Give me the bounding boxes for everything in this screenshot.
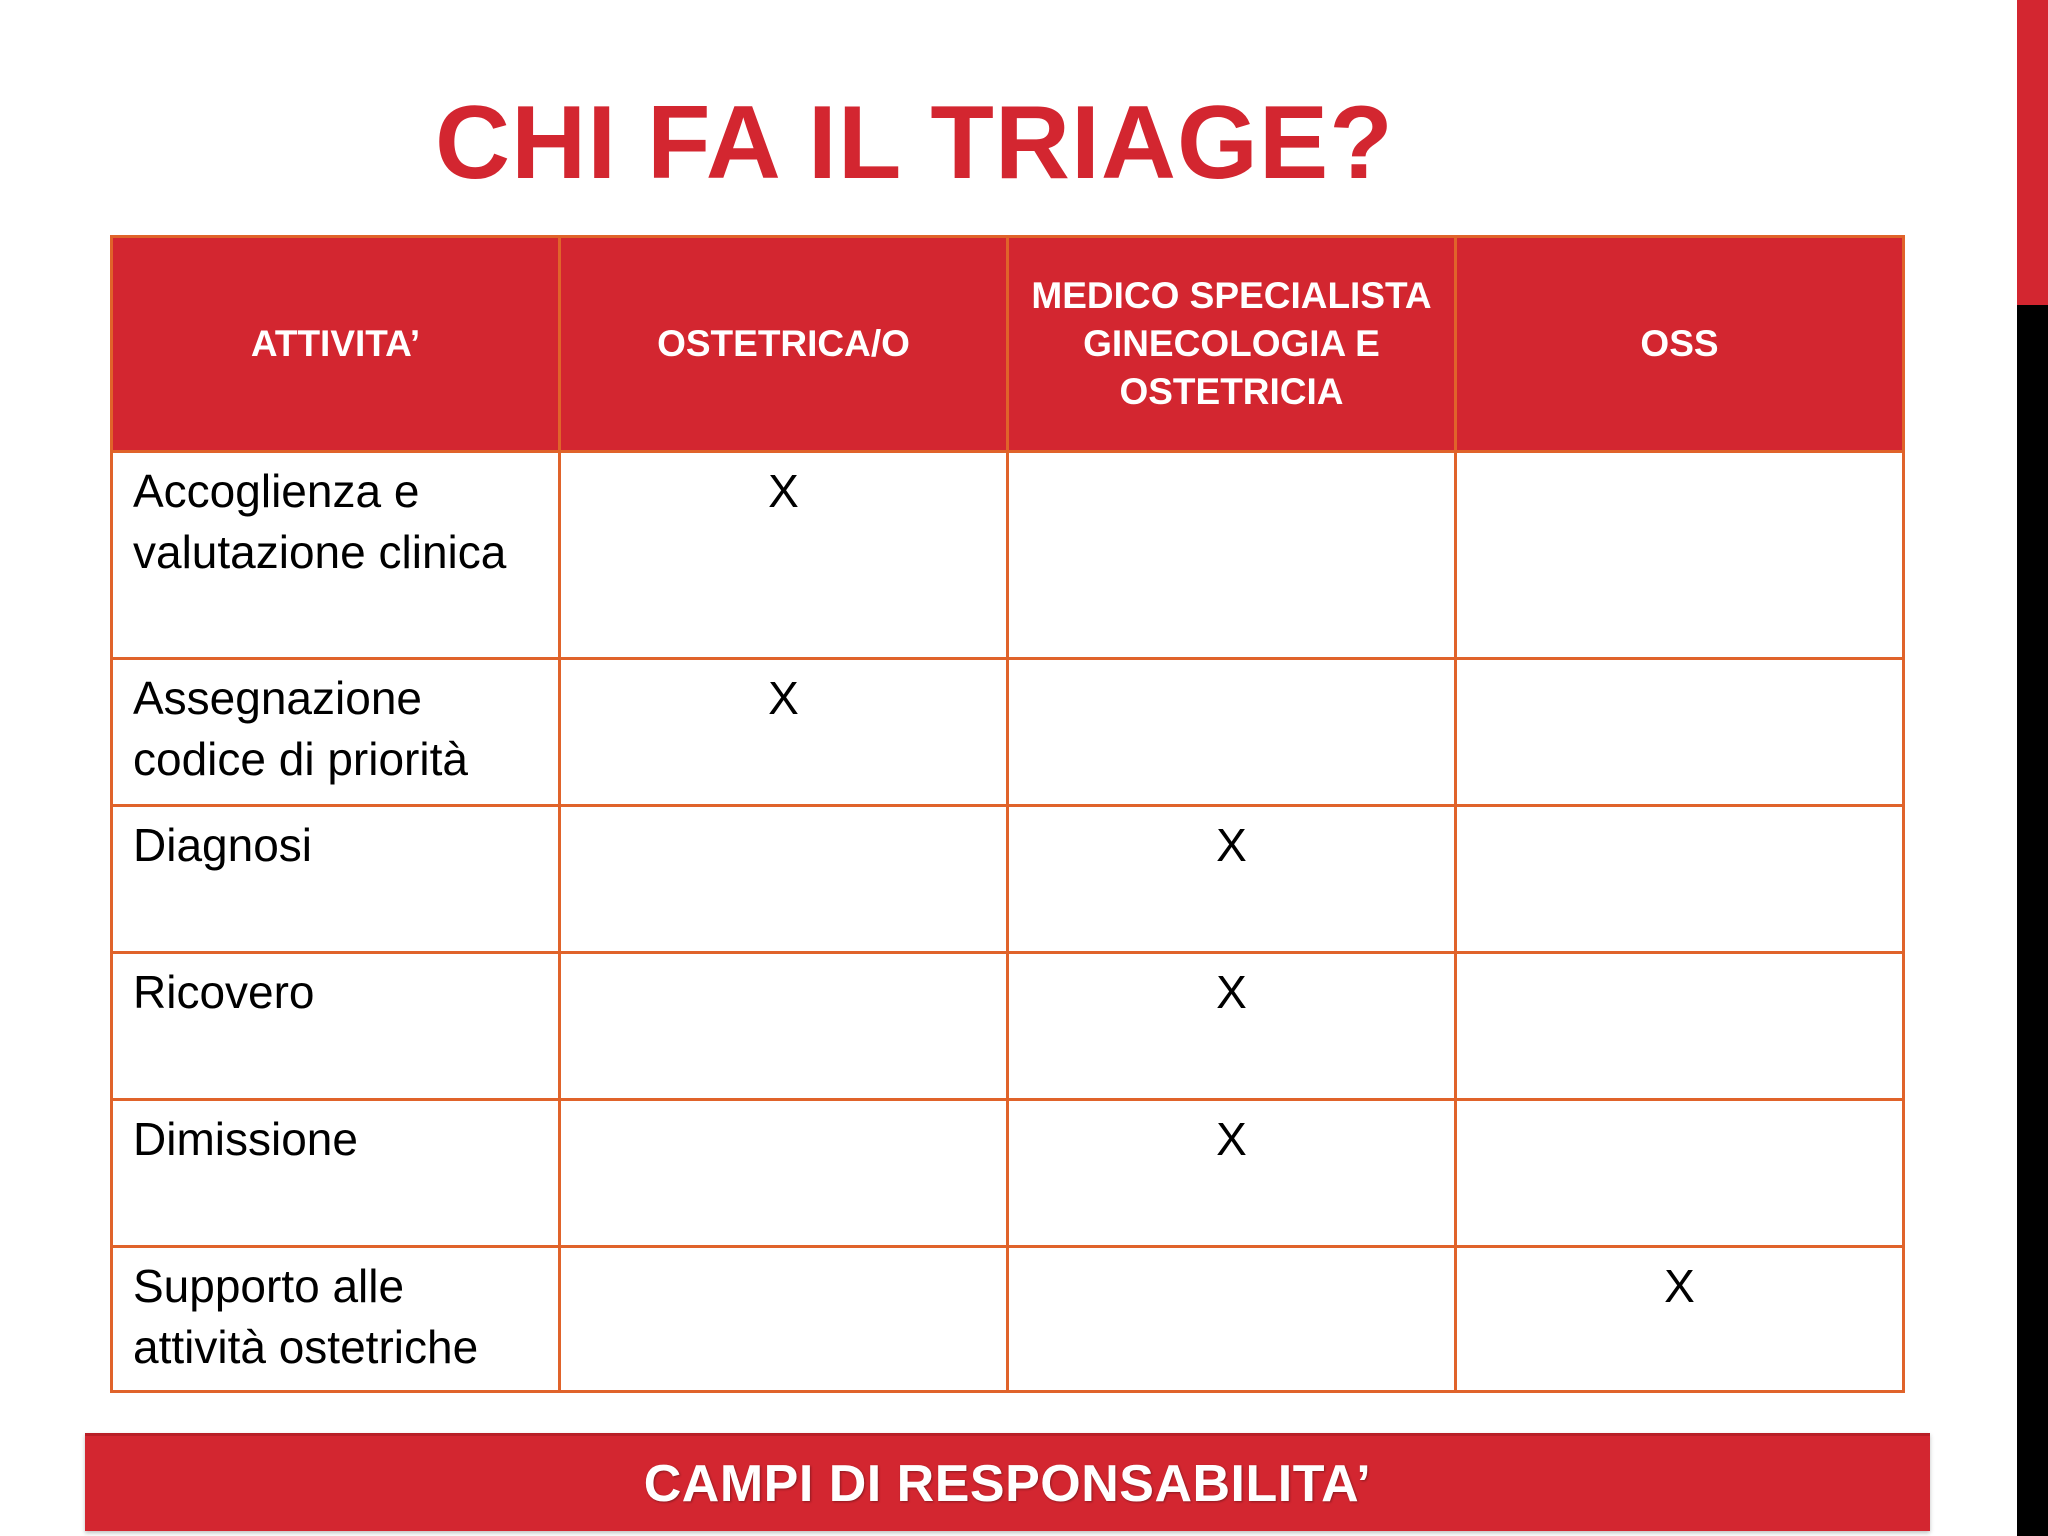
oss-mark: X: [1456, 1247, 1904, 1392]
table-row: [112, 953, 1904, 1100]
oss-mark: [1456, 659, 1904, 806]
ostetrica-mark: X: [560, 659, 1008, 806]
medico-mark: [1008, 1247, 1456, 1392]
ostetrica-mark: [560, 806, 1008, 953]
responsibility-table: [110, 235, 1905, 1393]
sidebar-accent-dark: [2017, 305, 2048, 1536]
oss-mark: [1456, 1100, 1904, 1247]
header-ostetrica: OSTETRICA/O: [560, 237, 1008, 452]
ostetrica-mark: [560, 953, 1008, 1100]
medico-mark: X: [1008, 806, 1456, 953]
oss-mark: [1456, 806, 1904, 953]
medico-mark: [1008, 659, 1456, 806]
activity-cell: Assegnazione codice di priorità: [112, 659, 560, 806]
table-row: [112, 1247, 1904, 1392]
oss-mark: [1456, 953, 1904, 1100]
header-oss: OSS: [1456, 237, 1904, 452]
activity-cell: Supporto alle attività ostetriche: [112, 1247, 560, 1392]
table-row: [112, 659, 1904, 806]
medico-mark: X: [1008, 1100, 1456, 1247]
footer-banner: [85, 1433, 1930, 1531]
header-medico-specialista: MEDICO SPECIALISTA GINECOLOGIA E OSTETRICIA: [1008, 237, 1456, 452]
medico-mark: [1008, 452, 1456, 659]
table-row: [112, 452, 1904, 659]
activity-cell: Dimissione: [112, 1100, 560, 1247]
medico-mark: X: [1008, 953, 1456, 1100]
table-row: [112, 806, 1904, 953]
footer-label: CAMPI DI RESPONSABILITA’: [643, 1454, 1372, 1513]
ostetrica-mark: [560, 1247, 1008, 1392]
activity-cell: Diagnosi: [112, 806, 560, 953]
activity-cell: Accoglienza e valutazione clinica: [112, 452, 560, 659]
activity-cell: Ricovero: [112, 953, 560, 1100]
ostetrica-mark: [560, 1100, 1008, 1247]
sidebar-accent-red: [2017, 0, 2048, 305]
slide-title: CHI FA IL TRIAGE?: [435, 85, 1394, 201]
oss-mark: [1456, 452, 1904, 659]
header-attivita: ATTIVITA’: [112, 237, 560, 452]
ostetrica-mark: X: [560, 452, 1008, 659]
table-row: [112, 1100, 1904, 1247]
table-header-row: [112, 237, 1904, 452]
